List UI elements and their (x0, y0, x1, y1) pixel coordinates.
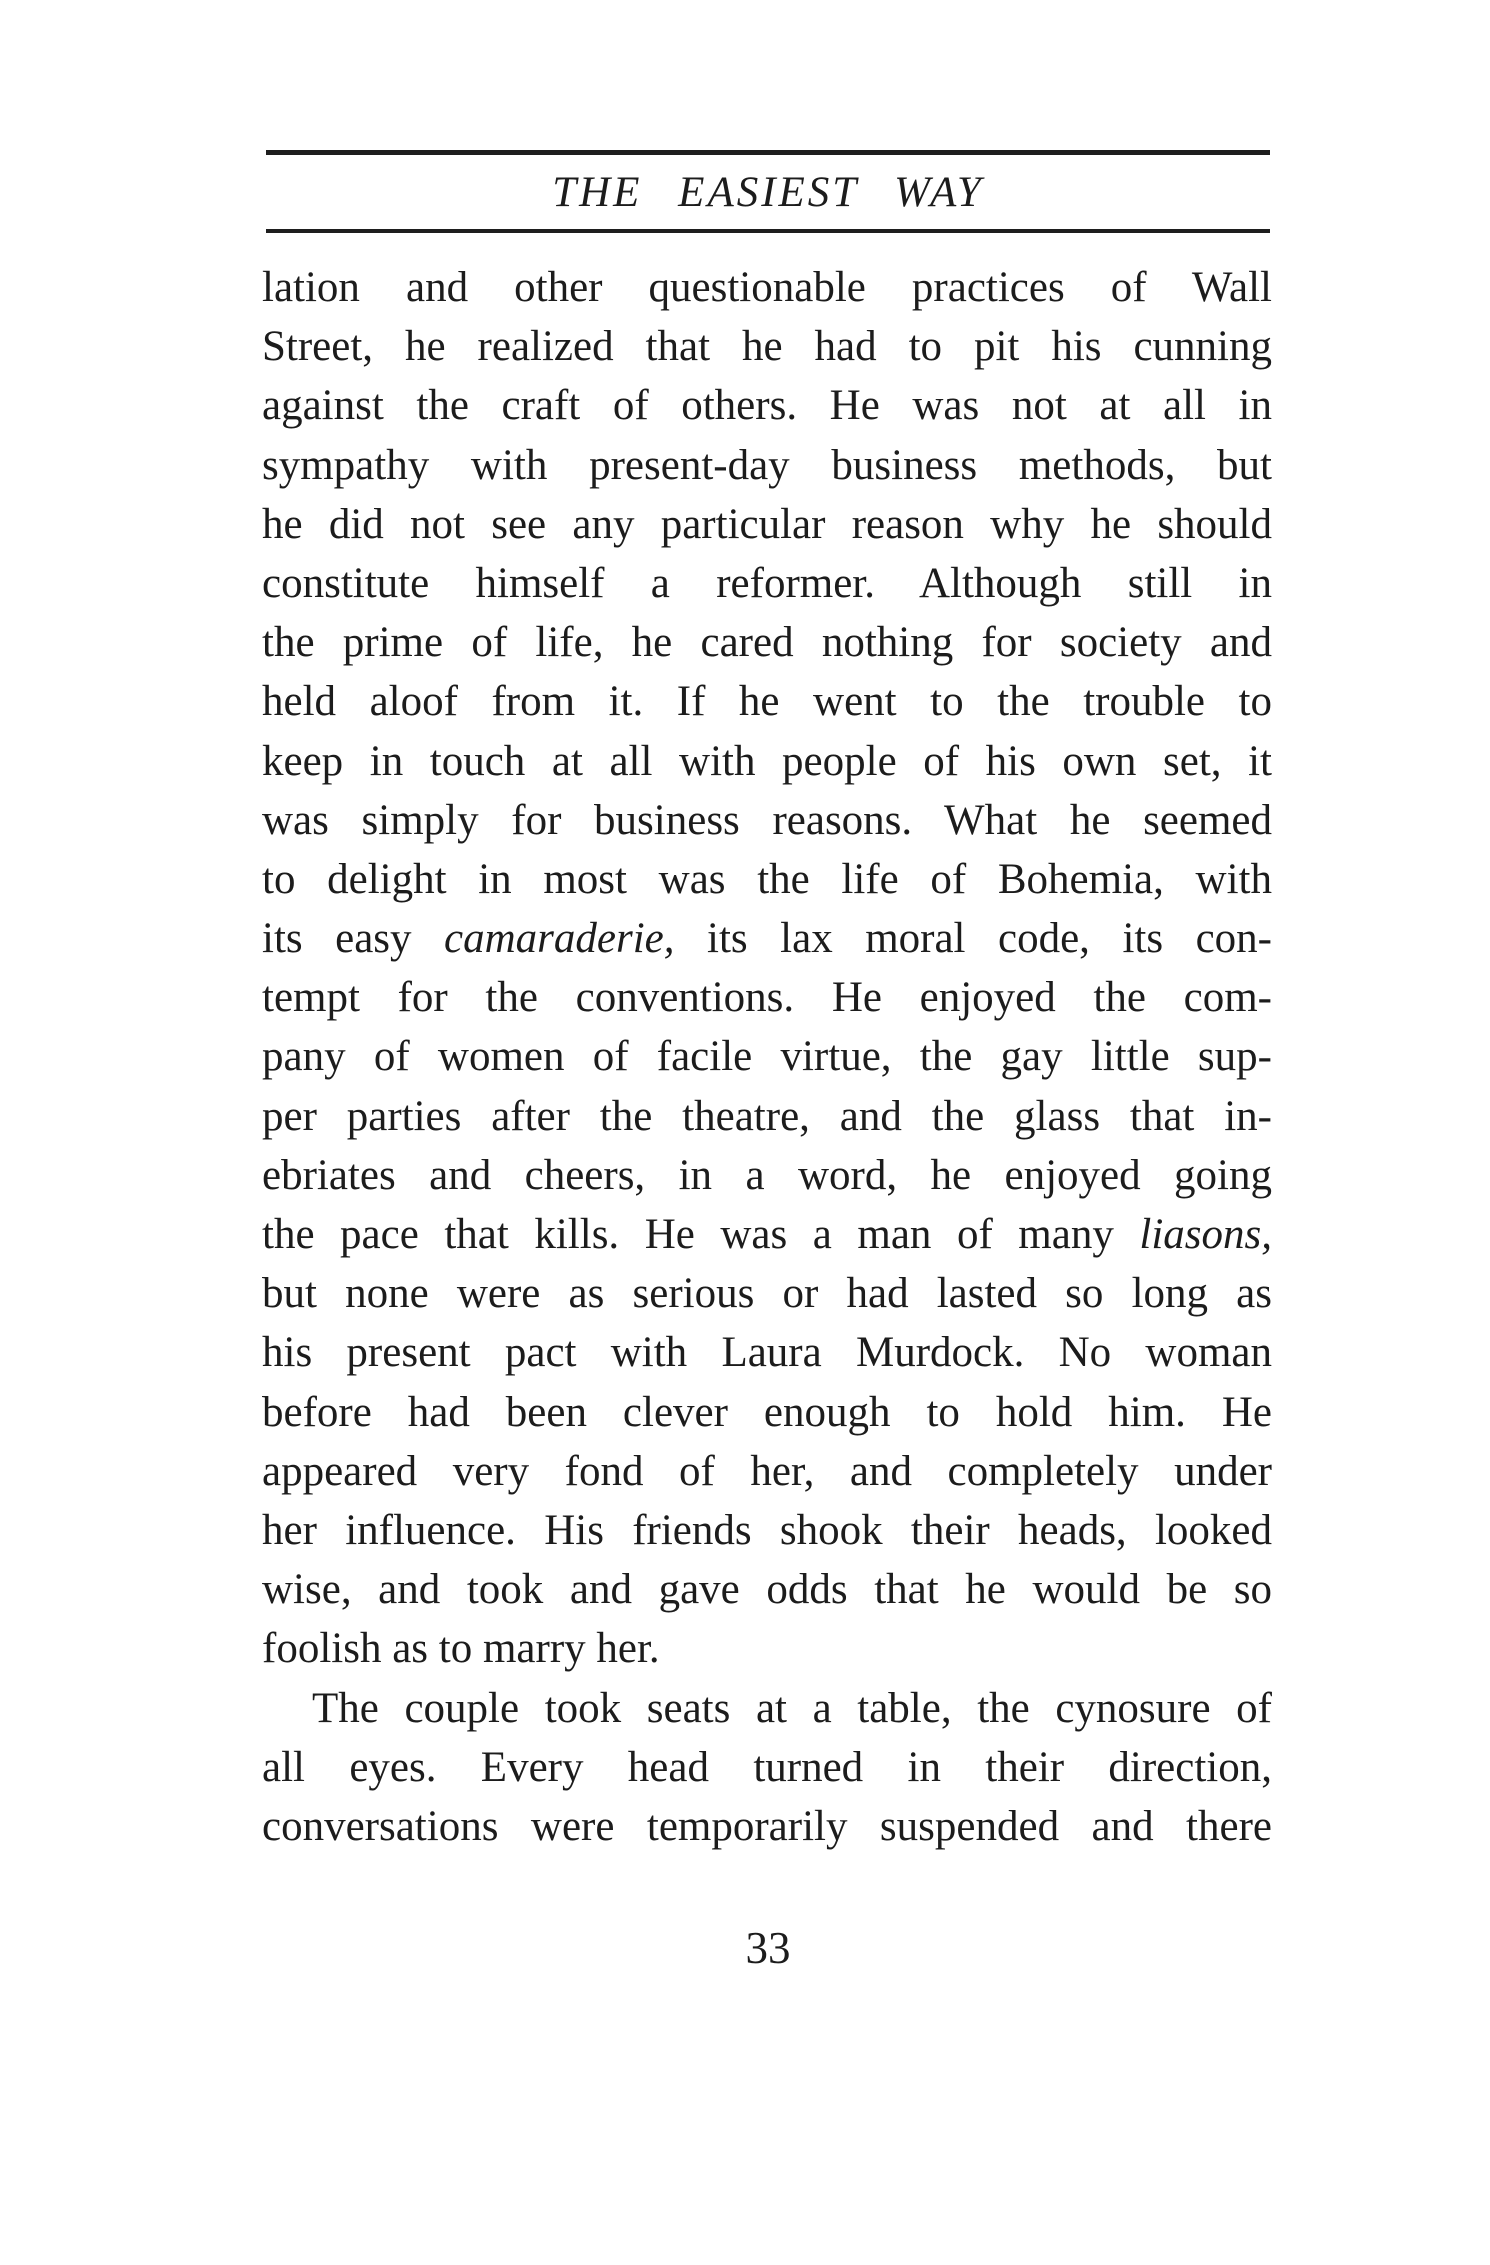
running-head: THE EASIEST WAY (552, 169, 984, 216)
text-line: to delight in most was the life of Bohemia, with (262, 855, 1272, 903)
text-line: per parties after the theatre, and the glass that in- (262, 1092, 1272, 1140)
page-number: 33 (745, 1923, 791, 1973)
text-line: before had been clever enough to hold him. He (262, 1388, 1272, 1436)
text-line: but none were as serious or had lasted so long as (262, 1270, 1272, 1318)
text-line: lation and other questionable practices of Wall (262, 264, 1272, 311)
text-line: ebriates and cheers, in a word, he enjoyed going (262, 1151, 1272, 1199)
text-line: held aloof from it. If he went to the trouble to (262, 678, 1272, 726)
body-text (262, 258, 1272, 1856)
text-line: pany of women of facile virtue, the gay little sup- (262, 1033, 1272, 1081)
text-line: keep in touch at all with people of his own set, it (262, 737, 1272, 785)
text-line: appeared very fond of her, and completely under (262, 1447, 1272, 1495)
paragraph-last-line: foolish as to marry her. (262, 1625, 660, 1673)
text-segment: the pace that kills. He was a man of many (262, 1211, 1140, 1258)
text-segment: its easy (262, 915, 445, 963)
text-line: constitute himself a reformer. Although still in (262, 559, 1272, 607)
text-line: was simply for business reasons. What he seemed (262, 796, 1272, 844)
paragraph-first-line: The couple took seats at a table, the cynosure of (312, 1684, 1272, 1732)
text-line: the prime of life, he cared nothing for society and (262, 619, 1272, 667)
text-line: her influence. His friends shook their heads, looked (262, 1506, 1272, 1554)
text-line: tempt for the conventions. He enjoyed the com- (262, 974, 1272, 1022)
header-rule-top (266, 150, 1270, 155)
text-line: Street, he realized that he had to pit his cunning (262, 323, 1272, 371)
text-line (262, 909, 1272, 968)
text-line: he did not see any particular reason why he should (262, 500, 1272, 548)
italic-phrase: camaraderie, (444, 915, 675, 963)
header-rule-bottom (266, 229, 1270, 233)
text-line: all eyes. Every head turned in their direction, (262, 1743, 1272, 1791)
text-line: sympathy with present-day business methods, but (262, 441, 1272, 489)
text-line: his present pact with Laura Murdock. No woman (262, 1329, 1272, 1377)
text-line: conversations were temporarily suspended and there (262, 1802, 1272, 1850)
text-line: wise, and took and gave odds that he would be so (262, 1566, 1272, 1614)
text-line (262, 1205, 1272, 1264)
text-line: against the craft of others. He was not at all in (262, 382, 1272, 430)
italic-phrase: liasons, (1139, 1211, 1272, 1258)
text-segment: its lax moral code, its con- (674, 915, 1272, 963)
